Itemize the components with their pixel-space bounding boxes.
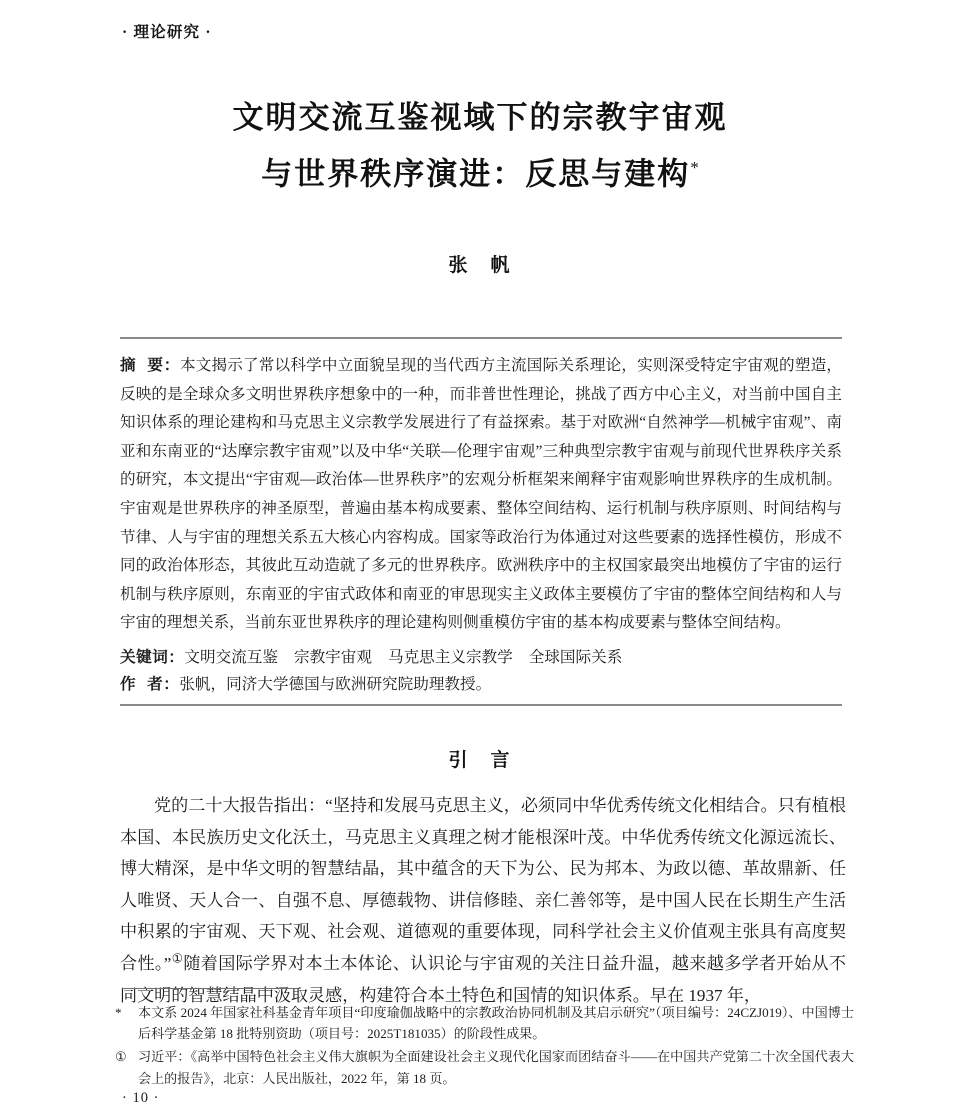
body-content [120,790,846,1011]
author-info-label: 作 [120,676,137,694]
section-heading-introduction: 引 言 [448,750,512,771]
keyword-item-2: 马克思主义宗教学 [387,648,513,666]
abstract-label-2: 要 [147,357,164,374]
footnote-separator [122,988,297,989]
abstract-colon: ： [163,357,180,374]
abstract-label: 摘 [120,357,137,374]
title-line-2 [0,143,960,199]
footnote-marker: ① [115,1049,127,1065]
footnote-text: 习近平：《高举中国特色社会主义伟大旗帜为全面建设社会主义现代化国家而团结奋斗——在中国共产党第二十次全国代表大会上的报告》，北京：人民出版社，2022 年，第 18 页。 [138,1049,854,1086]
body-paragraph-1-part1: 党的二十大报告指出：“坚持和发展马克思主义，必须同中华优秀传统文化相结合。只有植根本国、本民族历史文化沃土，马克思主义真理之树才能根深叶茂。中华优秀传统文化源远流长、博大精深，是中华文明的智慧结晶，其中蕴含的天下为公、民为邦本、为政以德、革故鼎新、任人唯贤、天人合一、自强不息、厚德载物、讲信修睦、亲仁善邻等，是中国人民在长期生产生活中积累的宇宙观、天下观、社会观、道德观的重要体现，同科学社会主义价值观主张具有高度契合性。” [120,796,846,973]
title-line-2-text: 与世界秩序演进：反思与建构 [261,156,691,192]
keywords-line [120,644,842,672]
keyword-item-0: 文明交流互鉴 [184,648,278,666]
body-paragraph-1-part2: 随着国际学界对本土本体论、认识论与宇宙观的关注日益升温，越来越多学者开始从不同文明的智慧结晶中汲取灵感，构建符合本土特色和国情的知识体系。早在 1937 年， [120,953,846,1005]
keyword-item-1: 宗教宇宙观 [293,648,372,666]
keywords-label: 关键词 [120,648,169,666]
footnote-marker: * [115,1005,122,1020]
abstract-paragraph [120,352,842,638]
abstract-bottom-rule [120,704,842,706]
abstract-text: 本文揭示了常以科学中立面貌呈现的当代西方主流国际关系理论，实则深受特定宇宙观的塑造，反映的是全球众多文明世界秩序想象中的一种，而非普世性理论，挑战了西方中心主义，对当前中国自主知识体系的理论建构和马克思主义宗教学发展进行了有益探索。基于对欧洲“自然神学—机械宇宙观”、南亚和东南亚的“达摩宗教宇宙观”以及中华“关联—伦理宇宙观”三种典型宗教宇宙观与前现代世界秩序关系的研究，本文提出“宇宙观—政治体—世界秩序”的宏观分析框架来阐释宇宙观影响世界秩序的生成机制。宇宙观是世界秩序的神圣原型，普遍由基本构成要素、整体空间结构、运行机制与秩序原则、时间结构与节律、人与宇宙的理想关系五大核心内容构成。国家等政治行为体通过对这些要素的选择性模仿，形成不同的政治体形态，其彼此互动造就了多元的世界秩序。欧洲秩序中的主权国家最突出地模仿了宇宙的运行机制与秩序原则，东南亚的宇宙式政体和南亚的审思现实主义政体主要模仿了宇宙的整体空间结构和人与宇宙的理想关系，当前东亚世界秩序的理论建构则侧重模仿宇宙的基本构成要素与整体空间结构。 [120,357,842,632]
abstract-meta [120,644,842,704]
footnote-item [112,1002,854,1044]
author-info-colon: ： [163,676,180,694]
title-footnote-star: * [690,158,699,177]
keyword-item-3: 全球国际关系 [528,648,623,666]
body-paragraph-1 [120,790,846,1011]
keywords-colon: ： [168,648,185,666]
abstract-body [120,339,842,644]
author-info-label-2: 者 [147,676,164,694]
footnote-text: 本文系 2024 年国家社科基金青年项目“印度瑜伽战略中的宗教政治协同机制及其启示研究”（项目编号：24CZJ019）、中国博士后科学基金第 18 批特别资助（项目号：2025T181035）的阶段性成果。 [138,1005,854,1042]
footnote-reference-1[interactable]: ① [171,951,184,966]
abstract-block [120,337,842,706]
page-number: · 10 · [122,1090,160,1106]
article-title [0,93,960,199]
footnotes-block [112,1002,854,1091]
running-head: · 理论研究 · [122,24,212,41]
footnote-item [112,1046,854,1088]
author-name: 张 帆 [448,255,512,276]
author-info-text: 张帆，同济大学德国与欧洲研究院助理教授。 [179,676,492,694]
title-line-1: 文明交流互鉴视域下的宗教宇宙观 [232,100,728,135]
author-info-line [120,671,842,699]
